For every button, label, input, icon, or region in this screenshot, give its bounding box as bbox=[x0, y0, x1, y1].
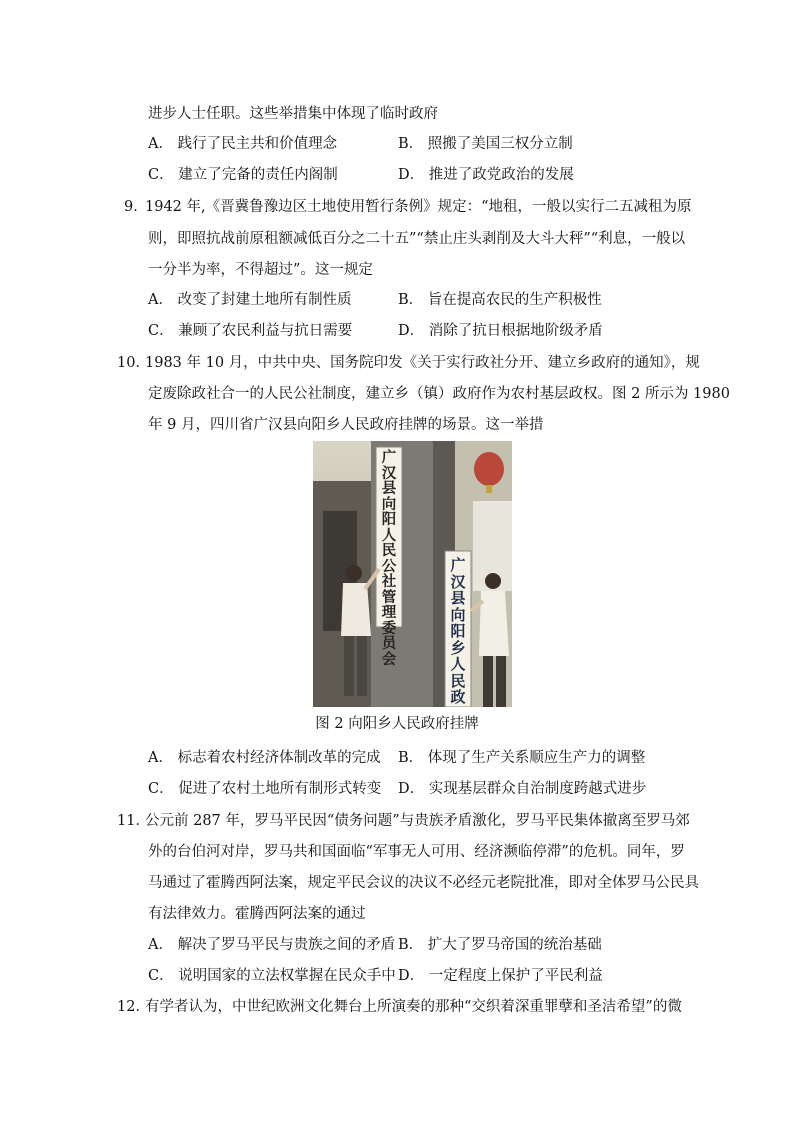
option-text: 说明国家的立法权掌握在民众手中 bbox=[178, 968, 396, 984]
option-letter: C． bbox=[148, 167, 174, 183]
option-letter: A． bbox=[148, 292, 173, 308]
q10-line-2: 定废除政社合一的人民公社制度，建立乡（镇）政府作为农村基层政权。图 2 所示为 1980 bbox=[148, 386, 730, 402]
option-letter: B． bbox=[398, 136, 424, 152]
q10-line-3: 年 9 月，四川省广汉县向阳乡人民政府挂牌的场景。这一举措 bbox=[148, 417, 544, 433]
q9-option-d[interactable] bbox=[398, 321, 603, 341]
option-text: 标志着农村经济体制改革的完成 bbox=[177, 750, 381, 766]
q11-number: 11． bbox=[117, 813, 150, 829]
old-commune-sign-text: 广汉县向阳人民公社管理委员会 bbox=[381, 450, 397, 668]
option-text: 改变了封建土地所有制性质 bbox=[177, 292, 352, 308]
q10-option-c[interactable] bbox=[148, 779, 381, 799]
q9-line-1: 1942 年,《晋冀鲁豫边区土地使用暂行条例》规定：“地租，一般以实行二五减租为原 bbox=[145, 199, 692, 215]
option-text: 照搬了美国三权分立制 bbox=[427, 136, 573, 152]
option-letter: D． bbox=[398, 323, 425, 339]
q10-option-d[interactable] bbox=[398, 779, 646, 799]
option-letter: A． bbox=[148, 750, 173, 766]
q11-line-4: 有法律效力。霍腾西阿法案的通过 bbox=[148, 906, 366, 922]
option-text: 建立了完备的责任内阁制 bbox=[178, 167, 338, 183]
option-text: 践行了民主共和价值理念 bbox=[177, 136, 338, 152]
q11-option-a[interactable] bbox=[148, 935, 395, 955]
q8-option-d[interactable] bbox=[398, 165, 574, 185]
q11-line-2: 外的台伯河对岸，罗马共和国面临“军事无人可用、经济濒临停滞”的危机。同年，罗 bbox=[148, 844, 685, 860]
q10-number: 10． bbox=[117, 355, 150, 371]
q9-option-a[interactable] bbox=[148, 290, 352, 310]
q12-number: 12． bbox=[117, 999, 150, 1015]
q9-option-c[interactable] bbox=[148, 321, 352, 341]
q11-line-3: 马通过了霍腾西阿法案，规定平民会议的决议不必经元老院批准，即对全体罗马公民具 bbox=[148, 875, 699, 891]
figure-2-caption: 图 2 向阳乡人民政府挂牌 bbox=[315, 716, 479, 732]
option-letter: B． bbox=[398, 750, 424, 766]
q9-line-2: 则，即照抗战前原租额减低百分之二十五”“禁止庄头剥削及大斗大秤”“利息，一般以 bbox=[148, 231, 686, 247]
q10-line-1: 1983 年 10 月，中共中央、国务院印发《关于实行政社分开、建立乡政府的通知》，规 bbox=[145, 355, 700, 371]
option-letter: C． bbox=[148, 968, 174, 984]
q11-option-c[interactable] bbox=[148, 966, 396, 986]
q8-option-b[interactable] bbox=[398, 134, 573, 154]
q11-option-d[interactable] bbox=[398, 966, 603, 986]
figure-2-photo bbox=[313, 441, 512, 707]
option-letter: C． bbox=[148, 781, 174, 797]
q12-line-1: 有学者认为，中世纪欧洲文化舞台上所演奏的那种“交织着深重罪孽和圣洁希望”的微 bbox=[145, 999, 682, 1015]
option-letter: A． bbox=[148, 937, 173, 953]
option-text: 消除了抗日根据地阶级矛盾 bbox=[428, 323, 603, 339]
option-text: 实现基层群众自治制度跨越式进步 bbox=[428, 781, 647, 797]
q8-option-c[interactable] bbox=[148, 165, 338, 185]
q11-line-1: 公元前 287 年，罗马平民因“债务问题”与贵族矛盾激化，罗马平民集体撤离至罗马郊 bbox=[145, 813, 690, 829]
option-text: 兼顾了农民利益与抗日需要 bbox=[178, 323, 353, 339]
option-text: 解决了罗马平民与贵族之间的矛盾 bbox=[177, 937, 396, 953]
option-text: 旨在提高农民的生产积极性 bbox=[427, 292, 602, 308]
option-text: 体现了生产关系顺应生产力的调整 bbox=[427, 750, 646, 766]
option-letter: D． bbox=[398, 781, 425, 797]
q9-number: 9． bbox=[124, 199, 148, 215]
option-letter: B． bbox=[398, 292, 424, 308]
q8-option-a[interactable] bbox=[148, 134, 337, 154]
q11-option-b[interactable] bbox=[398, 935, 602, 955]
q9-line-3: 一分半为率，不得超过”。这一规定 bbox=[148, 262, 373, 278]
option-letter: D． bbox=[398, 167, 425, 183]
photo-illustration bbox=[313, 441, 512, 707]
new-township-sign-text: 广汉县向阳乡人民政 bbox=[450, 556, 466, 706]
option-text: 扩大了罗马帝国的统治基础 bbox=[427, 937, 602, 953]
q10-option-b[interactable] bbox=[398, 748, 645, 768]
option-text: 促进了农村土地所有制形式转变 bbox=[178, 781, 382, 797]
q8-stem-end: 进步人士任职。这些举措集中体现了临时政府 bbox=[148, 106, 438, 122]
option-letter: D． bbox=[398, 968, 425, 984]
option-letter: C． bbox=[148, 323, 174, 339]
option-letter: B． bbox=[398, 937, 424, 953]
q10-option-a[interactable] bbox=[148, 748, 381, 768]
option-text: 一定程度上保护了平民利益 bbox=[428, 968, 603, 984]
option-letter: A． bbox=[148, 136, 173, 152]
q9-option-b[interactable] bbox=[398, 290, 602, 310]
option-text: 推进了政党政治的发展 bbox=[428, 167, 574, 183]
